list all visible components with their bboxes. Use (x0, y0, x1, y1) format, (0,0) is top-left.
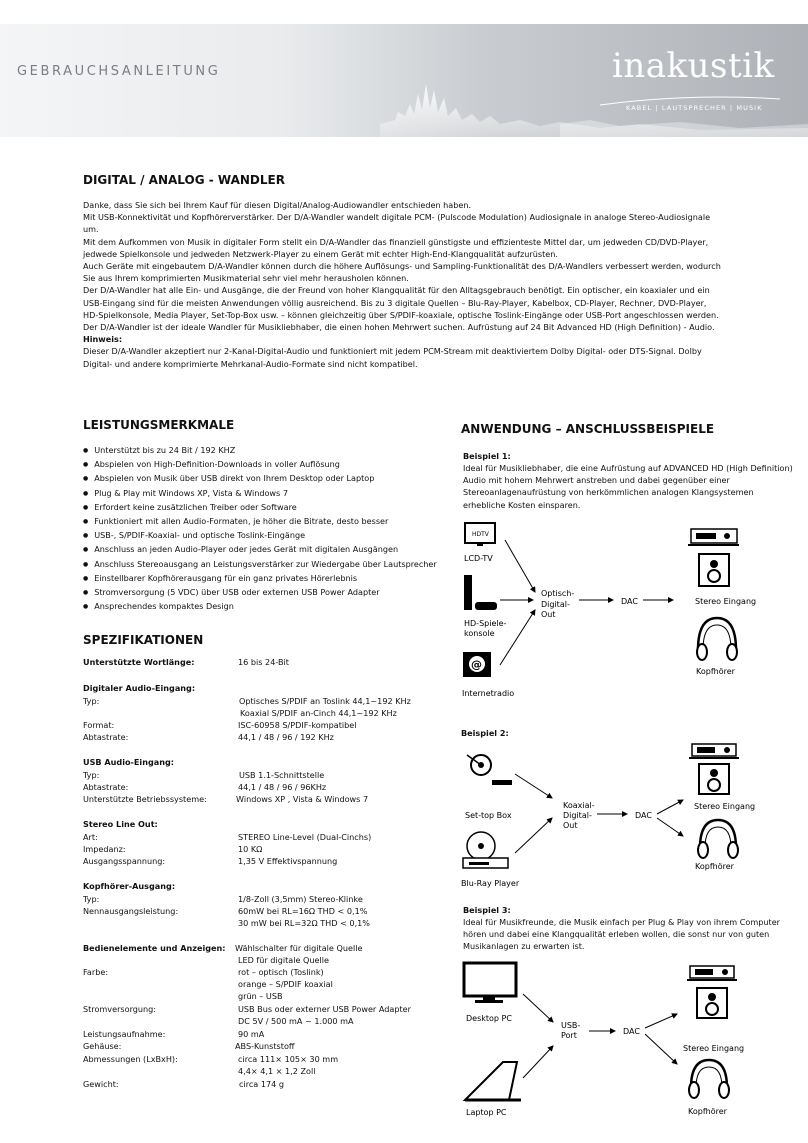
spec-group-label: Digitaler Audio-Eingang: (83, 683, 196, 693)
hd-console-label: konsole (464, 629, 495, 638)
spec-value: LED für digitale Quelle (238, 955, 329, 965)
spec-group-label: USB Audio-Eingang: (83, 757, 175, 767)
intro-paragraph: Auch Geräte mit eingebautem D/A-Wandler können durch die höhere Auflösungs- und Sampling-Funktionalität des D/A-Wandlers verbessert werden, wodurch Sie aus Ihrem komprimierten Musikmaterial sehr viel mehr herausholen können. (83, 261, 721, 284)
spec-value: 10 KΩ (238, 844, 263, 854)
spec-label: Unterstützte Betriebssysteme: (83, 794, 207, 804)
spec-value: Wählschalter für digitale Quelle (235, 943, 363, 953)
spec-value: Koaxial S/PDIF an-Cinch 44,1~192 KHz (240, 708, 397, 718)
spec-value: 16 bis 24-Bit (238, 657, 289, 667)
headphones-label: Kopfhörer (696, 667, 735, 676)
headphones-label: Kopfhörer (688, 1107, 727, 1116)
blu-ray-player-icon (463, 832, 508, 868)
stereo-input-label: Stereo Eingang (695, 597, 757, 606)
spec-label: Gewicht: (83, 1079, 119, 1089)
spec-group-label: Stereo Line Out: (83, 819, 158, 829)
spec-group-label: Kopfhörer-Ausgang: (83, 881, 176, 891)
spec-group-label: Bedienelemente und Anzeigen: (83, 943, 226, 953)
spec-label: Abtastrate: (83, 782, 129, 792)
speaker-icon (699, 554, 729, 586)
usb-port-label: Port (561, 1031, 577, 1040)
example-1-diagram (455, 520, 805, 710)
feature-item: ● Erfordert keine zusätzlichen Treiber oder Software (83, 501, 453, 515)
spec-value: 60mW bei RL=16Ω THD < 0,1% (238, 906, 368, 916)
set-top-box-label: Set-top Box (465, 811, 512, 820)
example-3-label: Beispiel 3: (463, 905, 511, 915)
dac-label: DAC (623, 1027, 640, 1036)
hdtv-label: HDTV (472, 531, 489, 538)
feature-item: ● Unterstützt bis zu 24 Bit / 192 KHZ (83, 444, 453, 458)
features-list (83, 444, 453, 614)
spec-value: rot – optisch (Toslink) (238, 967, 324, 977)
spec-label: Typ: (83, 894, 100, 904)
spec-label: Abmessungen (LxBxH): (83, 1054, 178, 1064)
page-title: DIGITAL / ANALOG - WANDLER (83, 173, 285, 187)
amplifier-icon (689, 744, 739, 758)
game-console-icon (464, 575, 497, 610)
spec-value: 90 mA (238, 1029, 265, 1039)
feature-item: ● Stromversorgung (5 VDC) über USB oder externen USB Power Adapter (83, 586, 453, 600)
coax-out-label: Koaxial- (563, 801, 595, 810)
spec-label: Ausgangsspannung: (83, 856, 166, 866)
dac-label: DAC (635, 811, 652, 820)
laptop-pc-icon (465, 1062, 521, 1100)
spec-value: circa 111× 105× 30 mm (238, 1054, 339, 1064)
spec-label: Stromversorgung: (83, 1004, 157, 1014)
spec-label: Abtastrate: (83, 732, 129, 742)
feature-item: ● Anschluss an jeden Audio-Player oder jedes Gerät mit digitalen Ausgängen (83, 543, 453, 557)
hint-text: Dieser D/A-Wandler akzeptiert nur 2-Kanal-Digital-Audio und funktioniert mit jedem PCM-Stream mit deaktiviertem Dolby Digital- oder DTS-Signal. Dolby Digital- und andere komprimierte Mehrkanal-Audio-Formate sind nicht kompatibel. (83, 346, 702, 369)
feature-item: ● Funktioniert mit allen Audio-Formaten, je höher die Bitrate, desto besser (83, 515, 453, 529)
spec-value: 44,1 / 48 / 96 / 96KHz (238, 782, 327, 792)
spec-value: DC 5V / 500 mA ~ 1.000 mA (238, 1016, 354, 1026)
optical-out-label: Optisch- (541, 589, 575, 598)
spec-label: Leistungsaufnahme: (83, 1029, 166, 1039)
spec-label: Unterstützte Wortlänge: (83, 657, 195, 667)
brand-tagline: KABEL | LAUTSPRECHER | MUSIK (626, 104, 763, 112)
spec-value: grün – USB (238, 991, 283, 1001)
headphones-label: Kopfhörer (695, 862, 734, 871)
svg-text:@: @ (471, 658, 482, 671)
amplifier-icon (687, 966, 737, 980)
headphones-icon (698, 820, 738, 858)
feature-item: ● Ansprechendes kompaktes Design (83, 600, 453, 614)
usb-port-label: USB- (561, 1021, 581, 1030)
example-2-diagram (455, 738, 805, 893)
specs-heading: SPEZIFIKATIONEN (83, 633, 204, 647)
brand-logo: inakustik (612, 46, 775, 86)
feature-item: ● Abspielen von Musik über USB direkt von Ihrem Desktop oder Laptop (83, 472, 453, 486)
spec-value: Windows XP , Vista & Windows 7 (236, 794, 369, 804)
spec-label: Format: (83, 720, 115, 730)
intro-paragraph: Mit USB-Konnektivität und Kopfhörerverstärker. Der D/A-Wandler wandelt digitale PCM- (Pulscode Modulation) Audiosignale in analoge Stereo-Audiosignale um. (83, 212, 711, 235)
spec-label: Gehäuse: (83, 1041, 122, 1051)
spec-value: STEREO Line-Level (Dual-Cinchs) (238, 832, 372, 842)
spec-label: Nennausgangsleistung: (83, 906, 179, 916)
logo-underline (600, 92, 780, 104)
spec-value: USB 1.1-Schnittstelle (239, 770, 325, 780)
spec-value: 30 mW bei RL=32Ω THD < 0,1% (238, 918, 370, 928)
internet-radio-icon (463, 652, 491, 677)
spec-value: circa 174 g (239, 1079, 284, 1089)
spec-value: ABS-Kunststoff (235, 1041, 295, 1051)
dac-label: DAC (621, 597, 638, 606)
intro-text (83, 199, 723, 370)
feature-item: ● USB-, S/PDIF-Koaxial- und optische Toslink-Eingänge (83, 529, 453, 543)
feature-item: ● Einstellbarer Kopfhörerausgang für ein ganz privates Hörerlebnis (83, 572, 453, 586)
feature-item: ● Plug & Play mit Windows XP, Vista & Windows 7 (83, 487, 453, 501)
spec-value: USB Bus oder externer USB Power Adapter (238, 1004, 411, 1014)
example-1-label: Beispiel 1: (463, 451, 511, 461)
hd-console-label: HD-Spiele- (464, 619, 507, 628)
desktop-pc-label: Desktop PC (466, 1014, 512, 1023)
internetradio-label: Internetradio (462, 689, 515, 698)
spec-label: Art: (83, 832, 98, 842)
optical-out-label: Out (541, 610, 556, 619)
document-type-title: GEBRAUCHSANLEITUNG (17, 64, 221, 79)
spec-value: 1,35 V Effektivspannung (238, 856, 338, 866)
coax-out-label: Out (563, 821, 578, 830)
desktop-pc-icon (464, 963, 516, 1003)
example-2-label: Beispiel 2: (461, 728, 509, 738)
spec-label: Typ: (83, 696, 100, 706)
spec-value: Optisches S/PDIF an Toslink 44,1~192 KHz (239, 696, 411, 706)
amplifier-icon (688, 529, 739, 545)
spec-label: Typ: (83, 770, 100, 780)
blu-ray-label: Blu-Ray Player (461, 879, 520, 888)
intro-paragraph: Danke, dass Sie sich bei Ihrem Kauf für diesen Digital/Analog-Audiowandler entschieden haben. (83, 200, 472, 210)
specs-table (83, 656, 443, 1096)
optical-out-label: Digital- (541, 600, 570, 609)
headphones-icon (697, 618, 737, 660)
spec-label: Farbe: (83, 967, 109, 977)
features-heading: LEISTUNGSMERKMALE (83, 418, 235, 432)
stereo-input-label: Stereo Eingang (694, 802, 756, 811)
spec-value: 4,4× 4,1 × 1,2 Zoll (238, 1066, 316, 1076)
speaker-icon (697, 988, 727, 1018)
example-3-diagram (455, 960, 805, 1130)
spec-value: orange – S/PDIF koaxial (238, 979, 333, 989)
satellite-dish-icon (467, 755, 512, 785)
feature-item: ● Anschluss Stereoausgang an Leistungsverstärker zur Wiedergabe über Lautsprecher (83, 558, 453, 572)
stereo-input-label: Stereo Eingang (683, 1044, 745, 1053)
coax-out-label: Digital- (563, 811, 592, 820)
intro-paragraph: Der D/A-Wandler hat alle Ein- und Ausgänge, die der Freund von hoher Klangqualität für den Alltagsgebrauch benötigt. Ein optischer, ein koaxialer und ein USB-Eingang sind für die meisten Anwendungen völlig ausreichend. Bis zu 3 digitale Quellen – Blu-Ray-Player, Kabelbox, CD-Player, Rechner, DVD-Player, HD-Spielkonsole, Media Player, Set-Top-Box usw. – können gleichzeitig über S/PDIF-koaxiale, optische Toslink-Eingänge oder USB-Port angeschlossen werden. (83, 285, 719, 320)
example-3-text: Ideal für Musikfreunde, die Musik einfach per Plug & Play von ihrem Computer hören und dabei eine Klangqualität erleben wollen, die sonst nur von guten Musikanlagen zu erwarten ist. (463, 917, 780, 952)
spec-value: 1/8-Zoll (3,5mm) Stereo-Klinke (238, 894, 363, 904)
headphones-icon (689, 1060, 729, 1098)
laptop-pc-label: Laptop PC (466, 1108, 507, 1117)
hint-label: Hinweis: (83, 334, 123, 345)
lcd-tv-label: LCD-TV (464, 554, 493, 563)
intro-paragraph: Mit dem Aufkommen von Musik in digitaler Form stellt ein D/A-Wandler das finanziell günstigste und effizienteste Mittel dar, um jedweden CD/DVD-Player, jedwede Spielkonsole und jedweden Netzwerk-Player zu einem Gerät mit echter High-End-Klangqualität aufzurüsten. (83, 236, 709, 259)
example-1-text: Ideal für Musikliebhaber, die eine Aufrüstung auf ADVANCED HD (High Definition) Audio mit hohem Mehrwert anstreben und dabei gegenüber einer Stereoanlagenaufrüstung von herkömmlichen analogen Klangsystemen erhebliche Kosten einsparen. (463, 463, 793, 510)
spec-value: ISC-60958 S/PDIF-kompatibel (238, 720, 357, 730)
spec-label: Impedanz: (83, 844, 126, 854)
intro-paragraph: Der D/A-Wandler ist der ideale Wandler für Musikliebhaber, die einen hohen Mehrwert suchen. Aufrüstung auf 24 Bit Advanced HD (High Definition) - Audio. (83, 322, 715, 333)
feature-item: ● Abspielen von High-Definition-Downloads in voller Auflösung (83, 458, 453, 472)
usage-heading: ANWENDUNG – ANSCHLUSSBEISPIELE (461, 422, 715, 436)
spec-value: 44,1 / 48 / 96 / 192 KHz (238, 732, 334, 742)
speaker-icon (699, 764, 729, 794)
